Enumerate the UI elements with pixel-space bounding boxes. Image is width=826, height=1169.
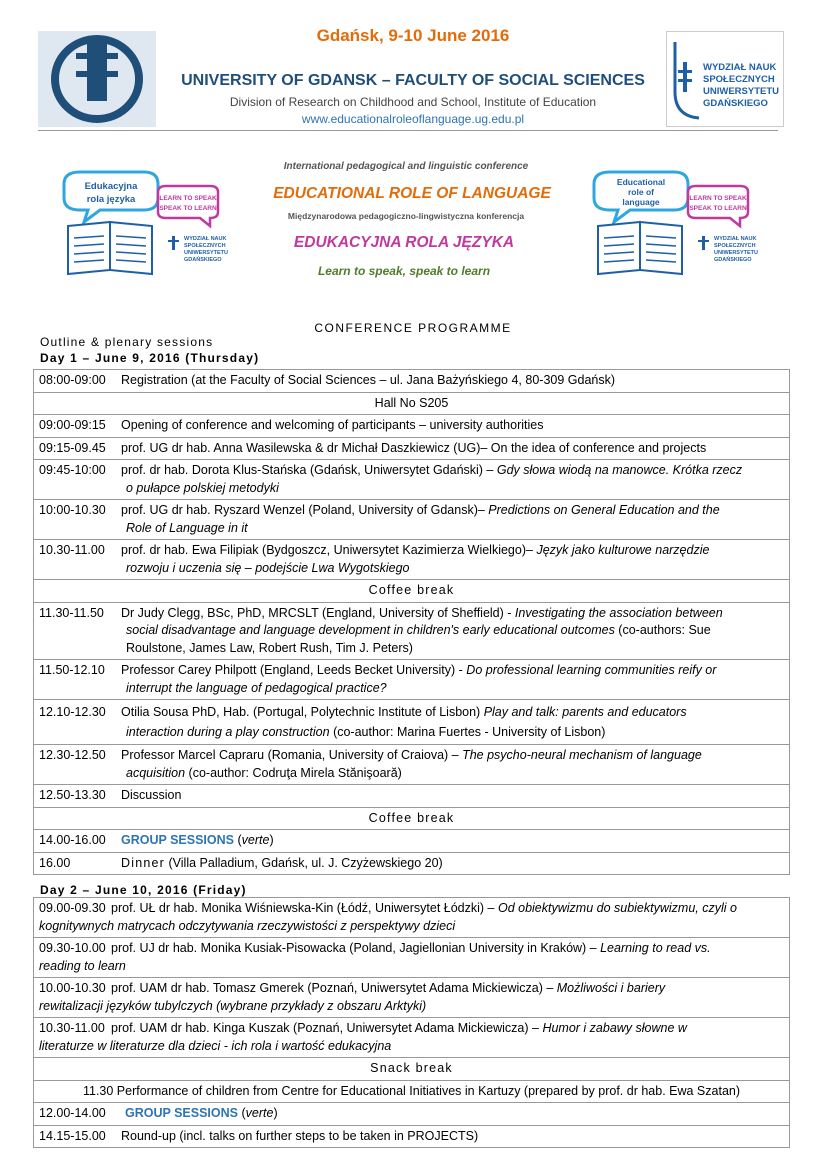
table-row: 12.00-14.00 GROUP SESSIONS (verte) [34,1103,790,1126]
row-title-cont: literaturze w literaturze dla dzieci - ich rola i wartość edukacyjna [39,1038,392,1053]
row-time: 08:00-09:00 [39,373,106,387]
row-title: Humor i zabawy słowne w [542,1021,687,1035]
verte-note: verte [241,833,270,847]
table-row [34,745,790,785]
faculty-logo-line-2: SPOŁECZNYCH [703,74,775,85]
day2-heading: Day 2 – June 10, 2016 (Friday) [40,883,247,897]
row-title-cont: interaction during a play construction [126,725,330,739]
row-title: Możliwości i bariery [556,981,666,995]
day1-heading: Day 1 – June 9, 2016 (Thursday) [40,351,260,365]
row-title: Od obiektywizmu do subiektywizmu, czyli o [497,901,737,915]
svg-text:Educational: Educational [616,177,666,187]
programme-title: CONFERENCE PROGRAMME [314,321,512,335]
row-time: 16.00 [39,855,71,870]
row-title: Do professional learning communities reify or [466,663,717,677]
row-time: 10.00-10.30 [39,981,106,995]
svg-text:language: language [622,197,660,207]
conference-date: Gdańsk, 9-10 June 2016 [316,26,510,45]
row-text: Discussion [121,788,182,802]
faculty-mini-line-4: GDAŃSKIEGO [184,257,222,263]
faculty-logo-line-4: GDAŃSKIEGO [703,98,768,109]
svg-text:SPEAK TO LEARN: SPEAK TO LEARN [689,205,747,212]
row-text: Registration (at the Faculty of Social Sciences – ul. Jana Bażyńskiego 4, 80-309 Gdańsk) [121,373,616,387]
table-row [34,602,790,660]
table-row [34,1080,790,1103]
row-title: Play and talk: parents and educators [483,705,687,719]
row-title-cont: rewitalizacji języków tubylczych (wybrane przykłady z obszaru Arktyki) [39,998,427,1013]
row-title-cont: Role of Language in it [126,520,248,535]
row-speaker: Dr Judy Clegg, BSc, PhD, MRCSLT (England, University of Sheffield) - [121,605,515,620]
banner-line-5: Learn to speak, speak to learn [317,264,491,278]
division-name: Division of Research on Childhood and School, Institute of Education [229,95,597,109]
row-speaker: prof. dr hab. Dorota Klus-Stańska (Gdańsk, Uniwersytet Gdański) – [121,463,497,477]
group-sessions-label: GROUP SESSIONS [121,833,234,847]
row-speaker: prof. UG dr hab. Ryszard Wenzel (Poland, University of Gdansk)– [121,503,489,517]
table-row [34,938,790,978]
banner-line-4: EDUKACYJNA ROLA JĘZYKA [293,234,515,251]
table-row [34,785,790,808]
row-title-cont: o pułapce polskiej metodyki [126,480,279,495]
row-title: Investigating the association between [514,605,723,620]
faculty-mini-line-3: UNIWERSYTETU [184,250,228,256]
row-text: (Villa Palladium, Gdańsk, ul. J. Czyżewskiego 20) [165,855,443,870]
table-row [34,1058,790,1081]
row-text: Opening of conference and welcoming of participants – university authorities [121,418,544,432]
hall-label: Hall No S205 [34,392,790,415]
row-time: 10.30-11.00 [39,1021,105,1035]
svg-text:WYDZIAŁ NAUK: WYDZIAŁ NAUK [714,236,757,242]
university-name: UNIVERSITY OF GDANSK – FACULTY OF SOCIAL SCIENCES [181,72,645,89]
row-time: 14.00-16.00 [39,833,106,847]
table-row [34,807,790,830]
row-time: 12.00-14.00 [39,1106,106,1120]
faculty-mini-line-1: WYDZIAŁ NAUK [184,236,227,242]
row-time: 11.30-11.50 [39,605,104,620]
table-row [34,415,790,438]
row-title-cont: rozwoju i uczenia się – podejście Lwa Wygotskiego [126,560,410,575]
row-title: The psycho-neural mechanism of language [462,748,702,762]
row-coauthors: (co-author: Codruţa Mirela Stănişoară) [185,765,402,780]
row-title-cont: reading to learn [39,958,126,973]
svg-text:role of: role of [628,187,654,197]
banner-line-3: Międzynarodowa pedagogiczno-lingwistyczna konferencja [287,211,525,221]
table-row [34,392,790,415]
row-time: 12.10-12.30 [39,705,106,719]
svg-text:LEARN TO SPEAK: LEARN TO SPEAK [689,195,747,202]
table-row [34,1018,790,1058]
row-time: 10.30-11.00 [39,543,105,557]
faculty-mini-line-2: SPOŁECZNYCH [184,243,226,249]
row-time: 09:45-10:00 [39,463,106,477]
conference-website-link[interactable]: www.educationalroleoflanguage.ug.edu.pl [301,112,525,126]
row-speaker: Professor Marcel Capraru (Romania, University of Craiova) – [121,748,463,762]
faculty-logo-line-3: UNIWERSYTETU [703,86,779,97]
row-time: 12.50-13.30 [39,788,106,802]
svg-text:rola języka: rola języka [86,194,136,205]
row-time: 09:15-09.45 [39,440,106,455]
table-row [34,540,790,580]
row-text: Round-up (incl. talks on further steps to be taken in PROJECTS) [121,1128,479,1143]
table-row [34,437,790,460]
row-time: 12.30-12.50 [39,748,106,762]
row-speaker: prof. UAM dr hab. Kinga Kuszak (Poznań, Uniwersytet Adama Mickiewicza) – [111,1021,543,1035]
left-banner-logo [64,172,228,274]
faculty-logo-line-1: WYDZIAŁ NAUK [703,62,777,73]
row-time: 14.15-15.00 [39,1128,106,1143]
row-title: Predictions on General Education and the [488,503,720,517]
table-row [34,700,790,745]
row-title: Learning to read vs. [600,941,711,955]
day1-table [33,369,790,875]
svg-text:Edukacyjna: Edukacyjna [84,181,138,192]
table-row [34,898,790,938]
dinner-label: Dinner [121,855,166,870]
row-coauthors: (co-authors: Sue [614,623,711,637]
row-speaker: prof. UŁ dr hab. Monika Wiśniewska-Kin (Łódź, Uniwersytet Łódzki) – [111,901,498,915]
row-speaker: prof. dr hab. Ewa Filipiak (Bydgoszcz, Uniwersytet Kazimierza Wielkiego)– [121,543,537,557]
row-speaker: prof. UJ dr hab. Monika Kusiak-Pisowacka (Poland, Jagiellonian University in Kraków) – [111,941,601,955]
row-time: 09:00-09:15 [39,418,106,432]
row-title: Język jako kulturowe narzędzie [536,543,710,557]
coffee-break-label: Coffee break [34,807,790,830]
svg-text:UNIWERSYTETU: UNIWERSYTETU [714,250,758,256]
table-row [34,580,790,603]
day2-table [33,897,790,1148]
performance-row: 11.30 Performance of children from Centre for Educational Initiatives in Kartuzy (prepared by prof. dr hab. Ewa Szatan) [34,1080,790,1103]
svg-text:SPEAK TO LEARN: SPEAK TO LEARN [159,205,217,212]
group-sessions-label: GROUP SESSIONS [125,1106,238,1120]
row-coauthors: (co-author: Marina Fuertes - University of Lisbon) [329,725,606,739]
right-banner-logo [594,172,758,274]
verte-note: verte [245,1106,274,1120]
table-row [34,370,790,393]
table-row [34,460,790,500]
row-coauthors-cont: Roulstone, James Law, Robert Rush, Tim J. Peters) [126,640,413,655]
table-row [34,978,790,1018]
row-title-cont: kognitywnych matrycach odczytywania rzeczywistości z perspektywy dzieci [39,918,456,933]
table-row: 14.00-16.00 GROUP SESSIONS (verte) [34,830,790,853]
row-text: prof. UG dr hab. Anna Wasilewska & dr Michał Daszkiewicz (UG)– On the idea of conference and projects [121,440,707,455]
table-row [34,660,790,700]
row-title-cont: interrupt the language of pedagogical practice? [126,680,387,695]
row-title: Gdy słowa wiodą na manowce. Krótka rzecz [496,463,743,477]
table-row [34,500,790,540]
row-speaker: prof. UAM dr hab. Tomasz Gmerek (Poznań, Uniwersytet Adama Mickiewicza) – [111,981,557,995]
row-time: 09.00-09.30 [39,901,106,915]
banner-line-2: EDUCATIONAL ROLE OF LANGUAGE [273,185,551,202]
row-time: 09.30-10.00 [39,941,106,955]
row-title-cont: acquisition [126,765,186,780]
row-speaker: Otilia Sousa PhD, Hab. (Portugal, Polytechnic Institute of Lisbon) [121,705,484,719]
svg-text:SPOŁECZNYCH: SPOŁECZNYCH [714,243,756,249]
conference-banner [60,152,780,287]
snack-break-label: Snack break [34,1058,790,1081]
row-time: 11.50-12.10 [39,663,105,677]
row-speaker: Professor Carey Philpott (England, Leeds Becket University) - [121,663,467,677]
banner-line-1: International pedagogical and linguistic conference [283,161,529,172]
table-row [34,852,790,875]
row-time: 10:00-10.30 [39,503,106,517]
svg-text:LEARN TO SPEAK: LEARN TO SPEAK [159,195,217,202]
outline-label: Outline & plenary sessions [40,335,214,349]
coffee-break-label: Coffee break [34,580,790,603]
table-row [34,1125,790,1148]
svg-text:GDAŃSKIEGO: GDAŃSKIEGO [714,257,752,263]
row-title-cont: social disadvantage and language development in children's early educational outcomes [126,623,615,637]
header-divider [38,130,778,131]
